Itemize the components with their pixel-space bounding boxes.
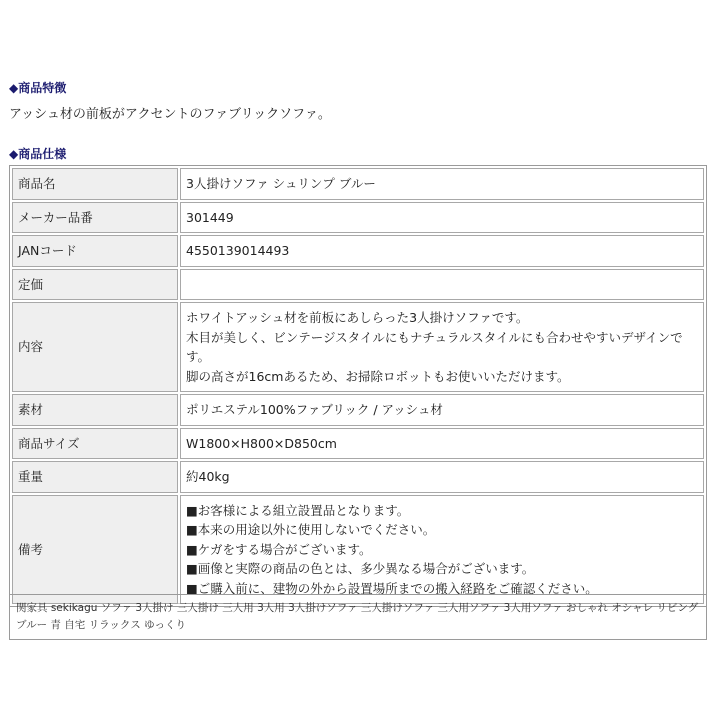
specs-heading: ◆商品仕様 [9,147,67,161]
spec-value-line: 301449 [186,209,234,225]
spec-value-line: ■画像と実際の商品の色とは、多少異なる場合がございます。 [186,561,535,576]
spec-label: JANコード [12,235,178,267]
spec-value-line: ■本来の用途以外に使用しないでください。 [186,522,436,537]
spec-label: 重量 [12,461,178,493]
spec-label: 定価 [12,269,178,301]
spec-value-line: 4550139014493 [186,243,290,258]
spec-value-line: 脚の高さが16cmあるため、お掃除ロボットもお使いいただけます。 [186,368,570,384]
spec-row-contents [12,302,704,392]
spec-row-notes [12,495,704,605]
features-text: アッシュ材の前板がアクセントのファブリックソファ。 [9,107,331,122]
spec-row-size [12,428,704,460]
spec-row-weight [12,461,704,493]
spec-row-jan-code [12,235,704,267]
spec-value-line: ■ケガをする場合がございます。 [186,541,372,557]
spec-value [180,202,704,234]
spec-value [180,394,704,426]
spec-value-line: 3人掛けソファ シュリンプ ブルー [186,176,376,191]
features-heading: ◆商品特徴 [9,81,67,95]
spec-label: 素材 [12,394,178,426]
spec-row-material [12,394,704,426]
spec-value [180,495,704,605]
search-keywords: 関家具 sekikagu ソファ 3人掛け 三人掛け 三人用 3人用 3人掛けソファ 三人掛けソファ 三人用ソファ 3人用ソファ おしゃれ オシャレ リビング ブルー 青 自宅 リラックス ゆっくり [9,594,707,640]
spec-value-line: ポリエステル100%ファブリック / アッシュ材 [186,402,443,417]
spec-value [180,461,704,493]
spec-row-product-name [12,168,704,200]
spec-table [9,165,707,607]
spec-row-list-price [12,269,704,301]
spec-value [180,302,704,392]
spec-label: 商品名 [12,168,178,200]
spec-value-line: W1800×H800×D850cm [186,435,337,451]
spec-value-line: 木目が美しく、ビンテージスタイルにもナチュラルスタイルにも合わせやすいデザインです。 [186,329,683,364]
spec-value [180,168,704,200]
spec-label: 備考 [12,495,178,605]
spec-value-line: ■お客様による組立設置品となります。 [186,502,410,518]
spec-value-empty [180,269,704,301]
spec-label: メーカー品番 [12,202,178,234]
spec-label: 商品サイズ [12,428,178,460]
spec-value-line: 約40kg [186,469,230,484]
spec-value-line: ホワイトアッシュ材を前板にあしらった3人掛けソファです。 [186,310,529,325]
spec-value-line: ■ご購入前に、建物の外から設置場所までの搬入経路をご確認ください。 [186,580,598,596]
spec-label: 内容 [12,302,178,392]
spec-row-model-number [12,202,704,234]
spec-value [180,428,704,460]
spec-value [180,235,704,267]
